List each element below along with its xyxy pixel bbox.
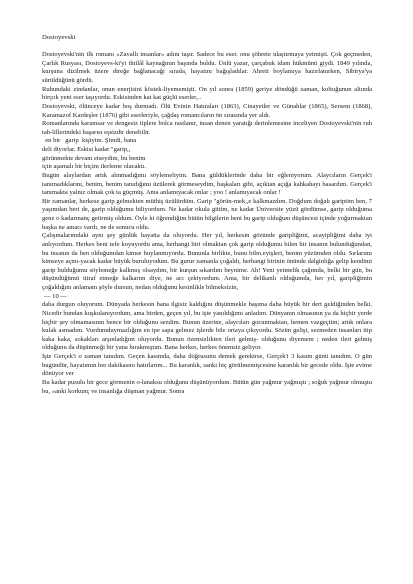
story-line-4: için aşamalı bir biçim ilerleme olacaktı. [42, 163, 146, 171]
story-paragraph-6: Bu kadar pusulu bir gece görmenin o-lanaksu olduğunu düşünüyordum. Bütün gün yağmur yağmıştı ; soğuk yağmur olmuştu bu, »anki korkunç ve insanlığa düşman yağmur. Sonra [42, 378, 372, 395]
story-paragraph-2: Bir zamanlar, herkese garip gelmekten müthiş üzülürdüm. Garip "görün-mek,,e kalkmazdım. Doğdum doğalı gariptim ben, 7 yaşımdan beri de, garip olduğumu biliyordum. Ne kadar okula gittim, ne kadar Üniversite yüzü gördümse, garip olduğuma gene o kadarınanç getirmiş oldum. Öyle ki öğrendiğim bütün bilgilerin beni bu garip olduğum düşüncesi içinde yoğurmaktan başka ne amacı vardı, ne de sonucu oldu. [42, 197, 372, 231]
document-body [42, 34, 372, 396]
story-paragraph-1: Bugün alaylardan artık alınmadığımı söylemeliyim. Bana güldüklerinde daha bir eğleniyorum. Alaycıların Gerçek'i tanımadıklarını, benim, benim tanıdığımı üzülerek görmeseydim, başkaları gibi, açıktan açığa kahkahayı basardım. Gerçek'i tanımakta yalnız olmak çok ta güçmüş. Ama anlamıyacak onlar ; yoo ! anlamıyacak onlar ! [42, 171, 372, 197]
story-line-1: en bir garip kişiyim. Şimdi, bana [42, 137, 137, 145]
bio-paragraph-2: Ruhundaki zindanlar, onun enerjisini köstek-liyememişti. On yıl sonra (1859) geriye döndüğü zaman, koltuğunun altında birçok yeni eser taşıyordu. Eskisinden kat kat güçlü eserler,.. [42, 85, 372, 102]
bio-paragraph-3: Dostoyevski, ölünceye kadar boş durmadı. Ölü Evinin Hatıraları (1863), Cinayetler ve Günahlar (1865), Sersem (1868), Karamazof Kardeşler (1876) gibi eserleriyle, çağdaş romancıların ön sırasında yer aldı. [42, 102, 372, 119]
story-paragraph-4: daha durgun oluyorum. Dünyada herkesin bana ilgisiz kaldığını düşünmekle başıma daha büyük bir dert geldiğinden belki. Nicedir bundan kuşkulanıyordum, ama birden, geçen yıl, bu işte yanıldığımı anladım. Dünyanın olmasının ya da hiçbir yerde hiçbir şey olmamasının bence bir olduğunu sezdim. Bunun üzerine, alaycıları gocunmaktan, hemen vazgeçtim; artık onlara kulak asmadım. Vurdumduymazlığım en ipe sapa gelmez işlerde bile ortaya çıkıyordu. Sözün gelişi, sezmeden insanları itip kaka kaka, sokakları arşınladığım oluyordu. Bunun özensizlikten ileri gelmiş- olduğunu diyemem ; neden ileri gelmiş olduğunu da düşünmeği bir yana bırakmıştım. Bana herkes, herkes önemsiz geliyor. [42, 301, 372, 352]
page-number: — 10 — [44, 292, 67, 300]
story-paragraph-5: İşte Gerçek'i o zaman tanıdım. Geçen kasımda, daha doğrusunu demek gerekirse, Gerçek'i 3 kasım günü tanıdım. O gün bugündür, hayatımın her dakikasını hatırlarım... Bu karanlık, sanki hiç görülmemişcesine karanlık bir gecede oldu. İşte evime dönüyor ver [42, 353, 372, 378]
story-line-3: görünmekte devam etseydim, bu benim [42, 154, 146, 162]
bio-paragraph-4: Romanlarında karamsar ve dengesiz tiplere bolca rastlanır, insan denen yaratığı derinlemesine inceliyen Dostoyevski'nin ruh tah-lillerindeki başarısı eşsizdir denebilir. [42, 120, 372, 136]
document-title: Dostoyevski [42, 34, 76, 41]
bio-paragraph-1: Dostoyevski'nin ilk romanı «Zavallı insanlar» adını taşır. Sadece bu eser. onu şöhrete ulaştırmaya yetmişti. Çok geçmeden, Çarlık Rusyası, Dostoyevs-ki'yi ihtilâl kaynağının başında buldu. Ünlü yazar, çarçabuk idam hükmünü giydi. 1849 yılında, kurşuna dizilmek üzere direğe bağlanacağı sırada, hayatını bağışladılar. Ahreti boylamıya hazırlanırken, Sibirya'ya sürüldüğünü gördü. [42, 51, 372, 85]
story-line-2: deli diyorlar. Eskisi kadar "garip,, [42, 146, 131, 154]
story-paragraph-3: Çalışmalarımdaki aynı şey günlük hayatta da oluyordu. Her yıl, herkesin gözünde garipliğimi, acayipliğimi daha iyi anlıyordum. Herkes beni tefe koyuyordu ama, herhangi biri olmaktan çok garip olduğumu bilen bir insanın bulunduğundan, bu insanın da ben olduğumdan kimse huylanmıyordu. Bununla birlikte, bunu bilm.eyişleri, benim yüzümden oldu. Sırlarımı kimseye açmı-yacak kadar büyük buruluyodum. Bu gurur zamanla çoğaldı, herhangi birinin önünde dalginlığa gelip kendimi garip bulduğumu söylemeğe kalkmış olsaydım, bir kurşun sıkardım beynime. Ah! Yeni yetmelik çağımda, belki bir gün, bu düşündüğümü itiraf etmeğe kalkarım diye, ne acı çekiyordum. Ama, bir delikanlı olduğumda, her yıl, garipliğimin çoğaldığını anlamam şöyle dursun, nedan olduğunu kesinlikle bilmeksizin, [42, 232, 372, 292]
